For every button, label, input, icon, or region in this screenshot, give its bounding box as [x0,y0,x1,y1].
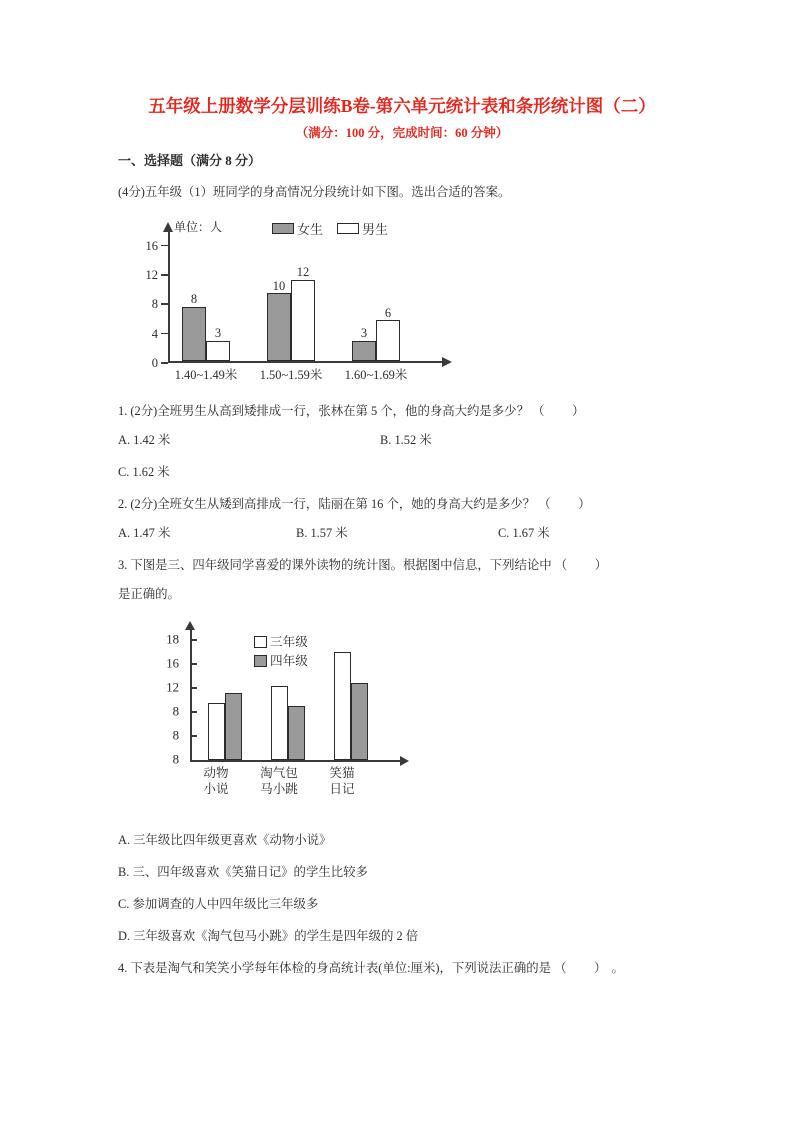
x-axis-arrow-icon [442,357,452,367]
option-b[interactable] [380,432,432,450]
x-axis-arrow-icon [400,756,409,766]
x-tick-label-line: 动物 [203,765,229,780]
option-b[interactable] [118,864,368,882]
x-tick-label [203,766,228,797]
option-text: 三年级喜欢《淘气包马小跳》的学生是四年级的 2 倍 [133,928,419,943]
question-3-option-c [118,896,686,913]
x-tick-label: 1.40~1.49米 [174,367,238,382]
x-tick-label-line: 淘气包 [260,765,298,780]
answer-blank[interactable]: （ ） [532,403,587,418]
favourite-books-bar-chart [148,620,438,810]
option-label: B. [118,864,130,879]
question-1-options [118,432,686,449]
bar-female-1 [182,292,206,361]
legend-label-grade4: 四年级 [270,653,308,668]
option-text: 1.67 米 [512,525,550,540]
x-tick-label-line: 日记 [329,781,355,796]
question-number: 3. [118,557,128,572]
option-label: C. [118,896,130,911]
x-tick-label: 1.60~1.69米 [344,367,408,382]
option-text: 参加调查的人中四年级比三年级多 [132,896,319,911]
option-label: A. [118,432,131,447]
question-trailing: 。 [611,960,624,975]
y-tick-label: 0 [151,355,158,370]
option-text: 1.57 米 [310,525,348,540]
answer-blank[interactable]: （ ） [554,557,610,572]
option-label: B. [380,432,392,447]
bar-value-label: 3 [214,326,222,341]
option-c[interactable] [118,464,170,482]
option-text: 1.52 米 [394,432,432,447]
option-label: A. [118,525,131,540]
option-label: C. [118,464,130,479]
answer-blank[interactable]: （ ） [554,960,609,975]
x-tick-label [260,766,298,797]
option-label: B. [296,525,308,540]
x-axis-line [190,760,402,762]
bar-value-label: 12 [296,265,310,280]
option-d[interactable] [118,928,418,946]
legend-item-female [272,219,323,238]
bar-female-3 [352,326,376,361]
option-label: D. [118,928,131,943]
y-tick-label: 12 [145,267,158,282]
y-tick-label: 4 [151,326,158,341]
x-tick-label: 1.50~1.59米 [259,367,323,382]
y-tick-label: 18 [166,632,179,647]
option-text: 1.62 米 [132,464,170,479]
legend-label-female: 女生 [297,221,324,237]
bar-grade4-2 [288,706,305,760]
bar-value-label: 6 [384,305,392,320]
y-tick-label: 8 [172,752,179,767]
bar-male-1 [206,326,230,361]
question-2-options [118,525,686,542]
y-tick-label: 8 [151,296,158,311]
question-text: (2分)全班男生从高到矮排成一行，张林在第 5 个，他的身高大约是多少？ [130,403,529,418]
question-3 [118,557,686,575]
question-text: 下表是淘气和笑笑小学每年体检的身高统计表(单位:厘米)，下列说法正确的是 [130,960,551,975]
option-text: 三年级比四年级更喜欢《动物小说》 [133,832,332,847]
legend-item-male [337,219,388,238]
legend-label-male: 男生 [362,221,389,237]
question-number: 4. [118,960,128,975]
bar-grade4-1 [225,693,242,761]
x-tick-label-line: 小说 [203,781,229,796]
x-tick-label [329,766,354,797]
bar-male-3 [376,305,400,361]
question-3-option-a [118,832,686,849]
y-tick-label: 16 [166,656,179,671]
bar-female-2 [267,278,291,361]
question-text: (2分)全班女生从矮到高排成一行，陆丽在第 16 个，她的身高大约是多少？ [130,496,536,511]
chart-plot-area [168,239,436,361]
option-label: C. [498,525,510,540]
y-tick-label: 12 [166,680,179,695]
question-2 [118,496,686,514]
question-3-option-b [118,864,686,881]
chart-unit-label: 单位：人 [174,219,223,234]
x-tick-label-line: 笑猫 [329,765,355,780]
option-label: A. [118,832,131,847]
bar-grade3-3 [334,652,351,760]
bar-value-label: 10 [272,278,286,293]
section-intro-1: (4分)五年级（1）班同学的身高情况分段统计如下图。选出合适的答案。 [118,184,511,199]
question-3-option-d [118,928,686,945]
bar-male-2 [291,265,315,361]
option-a[interactable] [118,525,170,543]
page-content [118,96,686,993]
question-text: 下图是三、四年级同学喜爱的课外读物的统计图。根据图中信息，下列结论中 [130,557,552,572]
section-heading-1: 一、选择题（满分 8 分） [118,153,262,168]
option-text: 三、四年级喜欢《笑猫日记》的学生比较多 [132,864,368,879]
question-4 [118,960,686,978]
option-c[interactable] [498,525,550,543]
option-a[interactable] [118,832,331,850]
y-tick-label: 8 [172,704,179,719]
chart-plot-area [192,632,400,760]
bar-grade3-1 [208,703,225,760]
y-tick-label: 16 [145,238,158,253]
option-a[interactable] [118,432,170,450]
y-tick-label: 8 [172,728,179,743]
x-axis-line [168,361,444,363]
question-3-text-line2: 是正确的。 [118,586,180,601]
question-1-options-cont [118,464,686,481]
bar-value-label: 8 [190,292,198,307]
option-c[interactable] [118,896,318,914]
option-text: 1.42 米 [133,432,171,447]
bar-value-label: 3 [360,326,368,341]
legend-label-grade3: 三年级 [270,634,308,649]
option-text: 1.47 米 [133,525,171,540]
question-number: 1. [118,403,128,418]
height-distribution-bar-chart [132,217,472,389]
question-1 [118,403,686,421]
legend-swatch-icon [337,223,359,234]
question-number: 2. [118,496,128,511]
x-tick-label-line: 马小跳 [260,781,298,796]
answer-blank[interactable]: （ ） [538,496,593,511]
legend-swatch-icon [272,223,294,234]
y-axis-arrow-icon [185,621,195,630]
page-subtitle: （满分：100 分，完成时间：60 分钟） [295,126,509,140]
bar-grade4-3 [351,683,368,761]
page-title: 五年级上册数学分层训练B卷-第六单元统计表和条形统计图（二） [148,96,656,116]
option-b[interactable] [296,525,348,543]
chart-legend [272,219,388,238]
bar-grade3-2 [271,686,288,760]
